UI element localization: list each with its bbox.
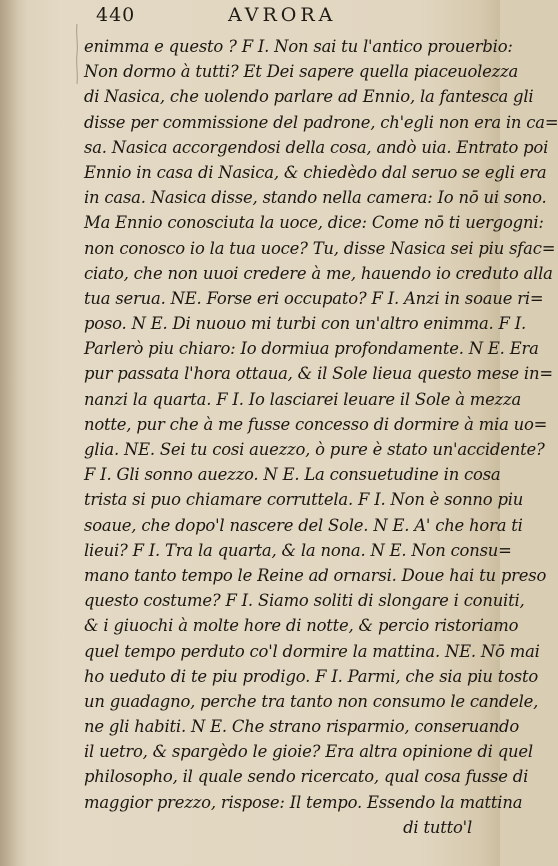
catchword: di tutto'l [403,817,472,837]
text-line: Parlerò piu chiaro: Io dormiua profondamente. N E. Era [84,339,539,359]
gutter-shadow [0,0,28,866]
text-line: disse per commissione del padrone, ch'egli non era in ca= [84,112,558,132]
text-line: maggior prezzo, rispose: Il tempo. Essendo la mattina [84,792,523,812]
pen-mark [74,24,80,84]
text-line: ciato, che non uuoi credere à me, hauendo io creduto alla [84,263,553,283]
text-line: tua serua. NE. Forse eri occupato? F I. Anzi in soaue ri= [84,288,544,308]
text-line: il uetro, & spargèdo le gioie? Era altra opinione di quel [84,742,533,762]
text-line: pur passata l'hora ottaua, & il Sole lieua questo mese in= [84,364,553,384]
text-line: questo costume? F I. Siamo soliti di slongare i conuiti, [84,591,525,611]
page-number: 440 [96,4,136,26]
text-line: non conosco io la tua uoce? Tu, disse Nasica sei piu sfac= [84,238,556,258]
text-line: quel tempo perduto co'l dormire la mattina. NE. Nō mai [84,641,540,661]
text-line: soaue, che dopo'l nascere del Sole. N E. A' che hora ti [84,515,523,535]
running-title: AVRORA [228,4,337,26]
text-line: trista si puo chiamare corruttela. F I. Non è sonno piu [84,490,524,510]
text-line: nanzi la quarta. F I. Io lasciarei leuare il Sole à mezza [84,389,522,409]
text-line: Ennio in casa di Nasica, & chiedèdo dal seruo se egli era [84,162,547,182]
text-line: glia. NE. Sei tu cosi auezzo, ò pure è stato un'accidente? [84,440,545,459]
body-text [84,34,558,840]
text-line: poso. N E. Di nuouo mi turbi con un'altro enimma. F I. [84,314,527,334]
text-line: F I. Gli sonno auezzo. N E. La consuetudine in cosa [84,465,501,485]
text-line: ne gli habiti. N E. Che strano risparmio, conseruando [84,717,520,737]
text-line: lieui? F I. Tra la quarta, & la nona. N E. Non consu= [84,540,512,560]
text-line: sa. Nasica accorgendosi della cosa, andò uia. Entrato poi [84,137,549,157]
text-line: & i giuochi à molte hore di notte, & percio ristoriamo [84,616,519,636]
text-line: di Nasica, che uolendo parlare ad Ennio, la fantesca gli [84,87,534,107]
text-line: Ma Ennio conosciuta la uoce, dice: Come nō ti uergogni: [84,213,544,233]
text-line: Non dormo à tutti? Et Dei sapere quella piaceuolezza [84,62,519,82]
text-line: ho ueduto di te piu prodigo. F I. Parmi, che sia piu tosto [84,666,539,686]
text-line: enimma e questo ? F I. Non sai tu l'antico prouerbio: [84,37,513,56]
text-line: philosopho, il quale sendo ricercato, qual cosa fusse di [84,767,529,787]
text-line: un guadagno, perche tra tanto non consumo le candele, [84,691,539,711]
text-line: mano tanto tempo le Reine ad ornarsi. Doue hai tu preso [84,565,547,585]
text-line: notte, pur che à me fusse concesso di dormire à mia uo= [84,414,548,434]
page-header [96,4,476,30]
text-line: in casa. Nasica disse, stando nella camera: Io nō ui sono. [84,188,547,208]
